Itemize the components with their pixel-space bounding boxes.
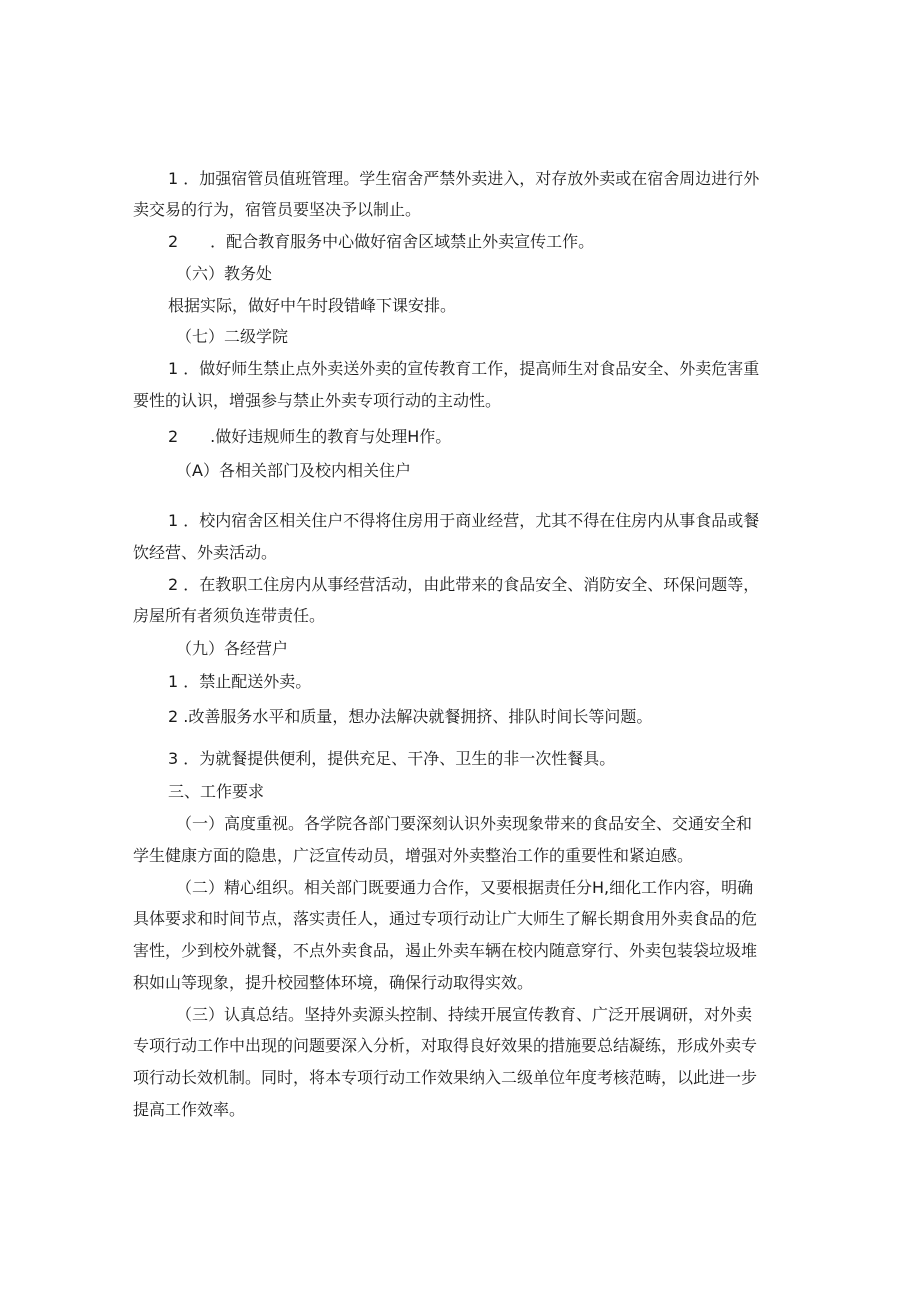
section-heading: （七）二级学院 [176,327,289,346]
section-heading: （A）各相关部门及校内相关住户 [176,461,411,480]
text-line: 1 ．加强宿管员值班管理。学生宿舍严禁外卖进入，对存放外卖或在宿舍周边进行外 [168,169,760,188]
text-line: 项行动长效机制。同时，将本专项行动工作效果纳入二级单位年度考核范畴，以此进一步 [133,1068,758,1087]
text-line: 1 ．做好师生禁止点外卖送外卖的宣传教育工作，提高师生对食品安全、外卖危害重 [168,359,760,378]
text-line: 3 ．为就餐提供便利，提供充足、干净、卫生的非一次性餐具。 [168,749,616,768]
text-line: 积如山等现象，提升校园整体环境，确保行动取得实效。 [133,973,534,992]
text-line: 具体要求和时间节点，落实责任人，通过专项行动让广大师生了解长期食用外卖食品的危 [133,909,758,928]
text-line: 1 ．校内宿舍区相关住户不得将住房用于商业经营，尤其不得在住房内从事食品或餐 [168,511,760,530]
text-line: 2 ．在教职工住房内从事经营活动，由此带来的食品安全、消防安全、环保问题等， [168,575,760,594]
text-line: 卖交易的行为，宿管员要坚决予以制止。 [133,200,422,219]
text-line: 2 .改善服务水平和质量，想办法解决就餐拥挤、排队时间长等问题。 [168,707,653,726]
text-line: 饮经营、外卖活动。 [133,543,278,562]
text-line: 专项行动工作中出现的问题要深入分析，对取得良好效果的措施要总结凝练，形成外卖专 [133,1036,758,1055]
text-line: 害性，少到校外就餐，不点外卖食品，遏止外卖车辆在校内随意穿行、外卖包装袋垃圾堆 [133,941,758,960]
text-line: 根据实际，做好中午时段错峰下课安排。 [168,296,457,315]
text-line: （三）认真总结。坚持外卖源头控制、持续开展宣传教育、广泛开展调研，对外卖 [176,1005,753,1024]
section-heading: 三、工作要求 [168,782,265,801]
text-line: 学生健康方面的隐患，广泛宣传动员，增强对外卖整治工作的重要性和紧迫感。 [133,846,694,865]
text-line: （一）高度重视。各学院各部门要深刻认识外卖现象带来的食品安全、交通安全和 [176,814,753,833]
text-line: 2 .做好违规师生的教育与处理H作。 [168,427,452,446]
section-heading: （九）各经营户 [176,639,289,658]
text-line: 房屋所有者须负连带责任。 [133,606,326,625]
text-line: 提高工作效率。 [133,1100,246,1119]
text-line: 2 ．配合教育服务中心做好宿舍区域禁止外卖宣传工作。 [168,232,595,251]
section-heading: （六）教务处 [176,264,273,283]
text-line: （二）精心组织。相关部门既要通力合作，又要根据责任分H,细化工作内容，明确 [176,878,754,897]
text-line: 1 ．禁止配送外卖。 [168,672,312,691]
text-line: 要性的认识，增强参与禁止外卖专项行动的主动性。 [133,391,502,410]
